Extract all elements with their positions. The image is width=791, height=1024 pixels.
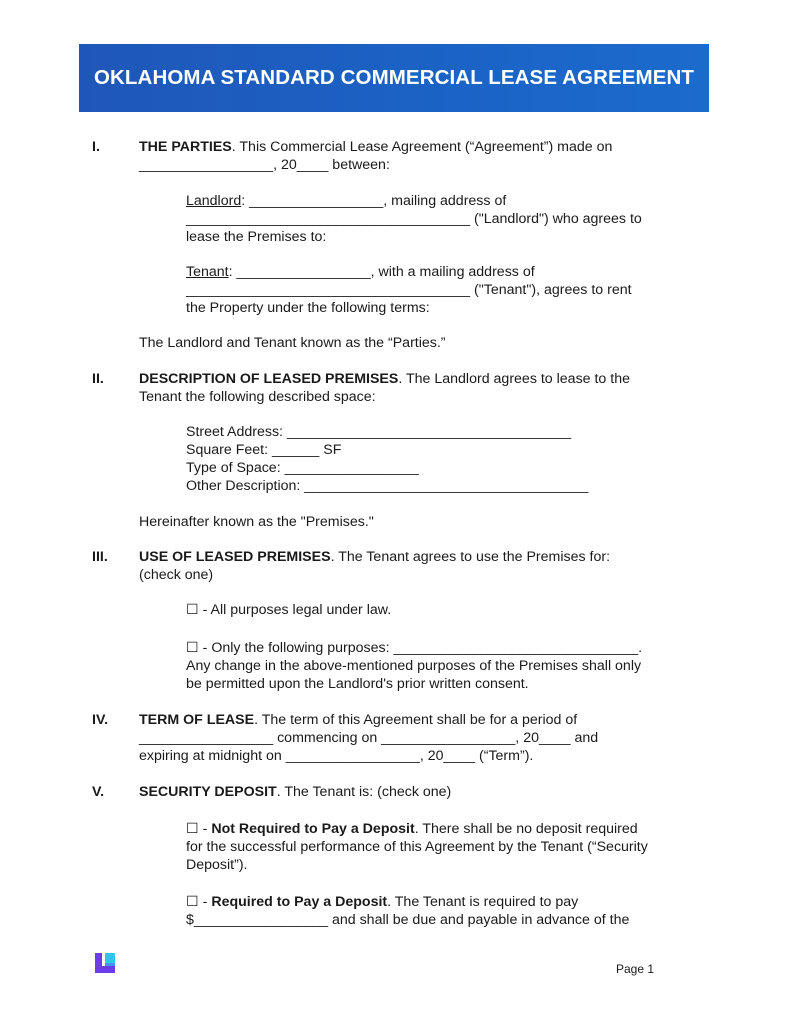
section-heading: TERM OF LEASE — [139, 712, 255, 728]
square-feet-field: Square Feet: ______ SF — [186, 442, 342, 458]
section-number: II. — [92, 371, 104, 387]
option-label: Required to Pay a Deposit — [211, 894, 388, 910]
title-banner — [79, 44, 709, 112]
section-heading: SECURITY DEPOSIT — [139, 784, 277, 800]
section-heading-line — [139, 548, 610, 566]
text-line: lease the Premises to: — [186, 229, 327, 245]
text: . The Tenant is required to pay — [387, 894, 579, 910]
tenant-label: Tenant — [186, 264, 229, 280]
text: . This Commercial Lease Agreement (“Agreement”) made on — [231, 139, 613, 155]
text-line: ____________________________________ ("Landlord") who agrees to — [186, 211, 642, 227]
text-line: _________________ commencing on _________________, 20____ and — [139, 730, 599, 746]
text-line: The Landlord and Tenant known as the “Parties.” — [139, 335, 446, 351]
text: . The Tenant agrees to use the Premises for: — [330, 549, 611, 565]
other-description-field: Other Description: ____________________________________ — [186, 478, 589, 494]
text-line: Deposit”). — [186, 857, 248, 873]
text: : _________________, with a mailing address of — [228, 264, 535, 280]
checkbox-option-deposit-required[interactable] — [186, 893, 578, 911]
text: . The Landlord agrees to lease to the — [398, 371, 630, 387]
text: : _________________, mailing address of — [241, 193, 507, 209]
section-number: IV. — [92, 712, 109, 728]
section-heading: THE PARTIES — [139, 139, 232, 155]
text-line: Tenant the following described space: — [139, 389, 376, 405]
checkbox[interactable]: ☐ - — [186, 821, 212, 837]
checkbox-option-no-deposit[interactable] — [186, 820, 638, 838]
checkbox-option-all-purposes[interactable]: ☐ - All purposes legal under law. — [186, 602, 392, 618]
section-number: V. — [92, 784, 105, 800]
brand-logo-icon — [93, 951, 117, 975]
text-line: _________________, 20____ between: — [139, 157, 390, 173]
option-label: Not Required to Pay a Deposit — [211, 821, 415, 837]
text-line: be permitted upon the Landlord's prior written consent. — [186, 676, 529, 692]
text-line: Any change in the above-mentioned purposes of the Premises shall only — [186, 658, 642, 674]
text-line: $_________________ and shall be due and payable in advance of the — [186, 912, 630, 928]
section-heading-line — [139, 138, 612, 156]
text: . The Tenant is: (check one) — [276, 784, 452, 800]
section-number: III. — [92, 549, 108, 565]
text: . The term of this Agreement shall be for a period of — [254, 712, 578, 728]
checkbox[interactable]: ☐ - — [186, 894, 212, 910]
section-heading-line — [139, 370, 630, 388]
document-title: OKLAHOMA STANDARD COMMERCIAL LEASE AGREEMENT — [93, 66, 695, 89]
text-line: the Property under the following terms: — [186, 300, 430, 316]
section-heading-line — [139, 783, 451, 801]
street-address-field: Street Address: ____________________________________ — [186, 424, 571, 440]
landlord-line — [186, 192, 506, 210]
text-line: ____________________________________ ("Tenant"), agrees to rent — [186, 282, 632, 298]
type-of-space-field: Type of Space: _________________ — [186, 460, 419, 476]
text-line: expiring at midnight on _________________, 20____ (“Term”). — [139, 748, 534, 764]
checkbox-option-specific-purposes[interactable]: ☐ - Only the following purposes: _______________________________. — [186, 640, 643, 656]
landlord-label: Landlord — [186, 193, 242, 209]
section-heading: USE OF LEASED PREMISES — [139, 549, 331, 565]
text-line: Hereinafter known as the "Premises." — [139, 514, 374, 530]
page-number: Page 1 — [616, 962, 655, 976]
section-heading-line — [139, 711, 577, 729]
text-line: (check one) — [139, 567, 214, 583]
tenant-line — [186, 263, 535, 281]
text: . There shall be no deposit required — [414, 821, 638, 837]
section-number: I. — [92, 139, 100, 155]
section-heading: DESCRIPTION OF LEASED PREMISES — [139, 371, 399, 387]
text-line: for the successful performance of this Agreement by the Tenant (“Security — [186, 839, 648, 855]
